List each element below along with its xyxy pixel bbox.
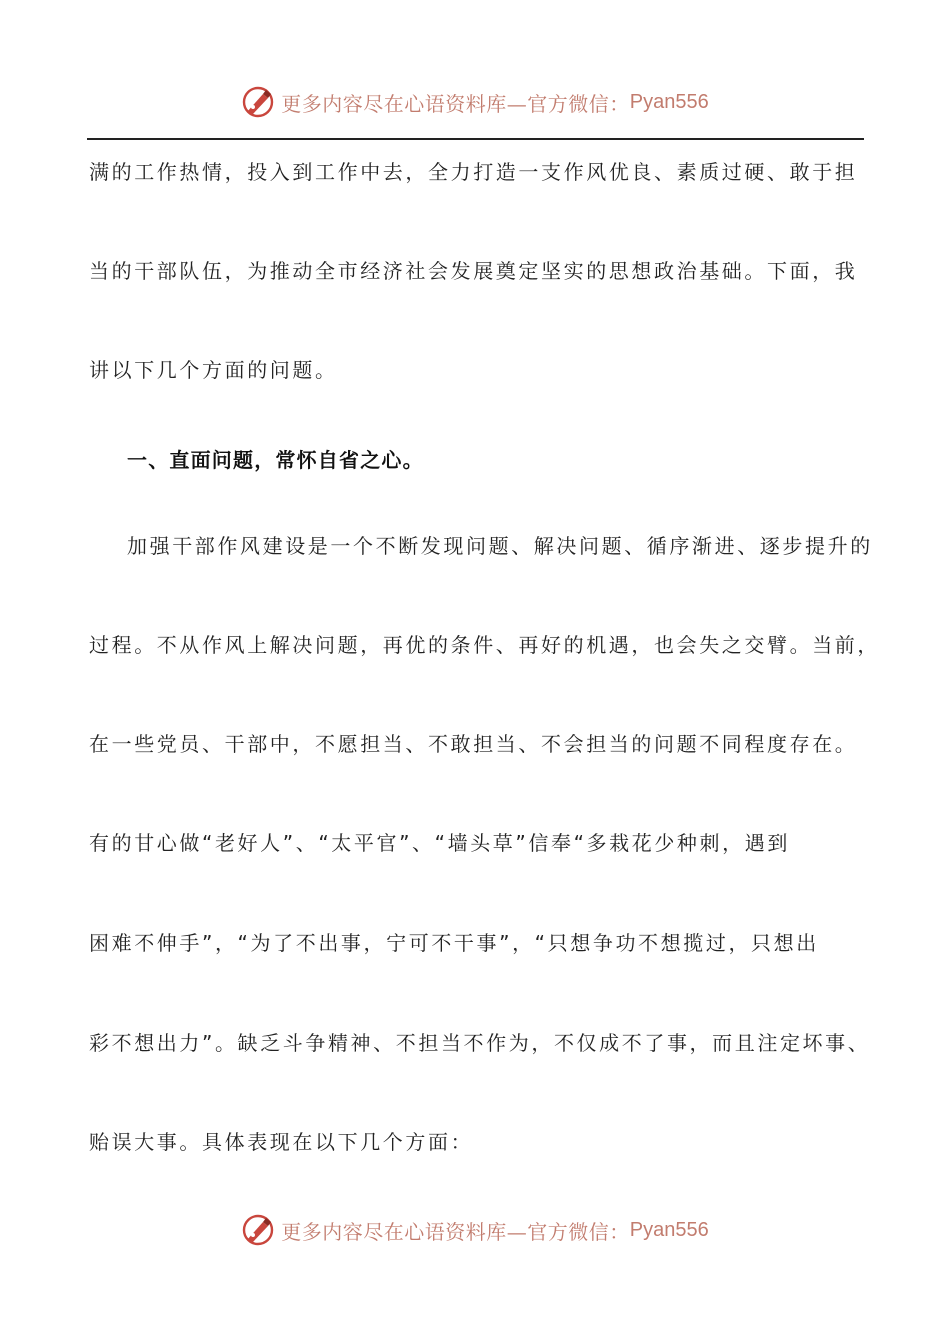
header-divider xyxy=(87,138,864,140)
section-heading: 一、直面问题，常怀自省之心。 xyxy=(127,448,424,472)
footer-banner-text: 更多内容尽在心语资料库—官方微信： xyxy=(281,1219,630,1244)
body-line: 在一些党员、干部中，不愿担当、不敢担当、不会担当的问题不同程度存在。 xyxy=(89,732,858,756)
footer-banner xyxy=(0,1208,950,1252)
header-banner xyxy=(0,80,950,124)
header-banner-text: 更多内容尽在心语资料库—官方微信： xyxy=(281,91,630,116)
body-line: 满的工作热情，投入到工作中去，全力打造一支作风优良、素质过硬、敢于担 xyxy=(89,160,858,184)
body-line: 贻误大事。具体表现在以下几个方面： xyxy=(89,1130,474,1154)
body-line: 困难不伸手”，“为了不出事，宁可不干事”，“只想争功不想揽过，只想出 xyxy=(89,931,819,955)
pen-circle-icon xyxy=(241,85,275,119)
body-line: 讲以下几个方面的问题。 xyxy=(89,358,338,382)
body-line: 当的干部队伍，为推动全市经济社会发展奠定坚实的思想政治基础。下面，我 xyxy=(89,259,858,283)
header-banner-account: Pyan556 xyxy=(629,90,709,113)
pen-circle-icon xyxy=(241,1213,275,1247)
footer-banner-account: Pyan556 xyxy=(629,1218,709,1241)
body-line: 加强干部作风建设是一个不断发现问题、解决问题、循序渐进、逐步提升的 xyxy=(127,534,873,558)
body-line: 彩不想出力”。缺乏斗争精神、不担当不作为，不仅成不了事，而且注定坏事、 xyxy=(89,1031,871,1055)
body-line: 有的甘心做“老好人”、“太平官”、“墙头草”信奉“多栽花少种刺，遇到 xyxy=(89,831,790,855)
body-line: 过程。不从作风上解决问题，再优的条件、再好的机遇，也会失之交臂。当前， xyxy=(89,633,880,657)
